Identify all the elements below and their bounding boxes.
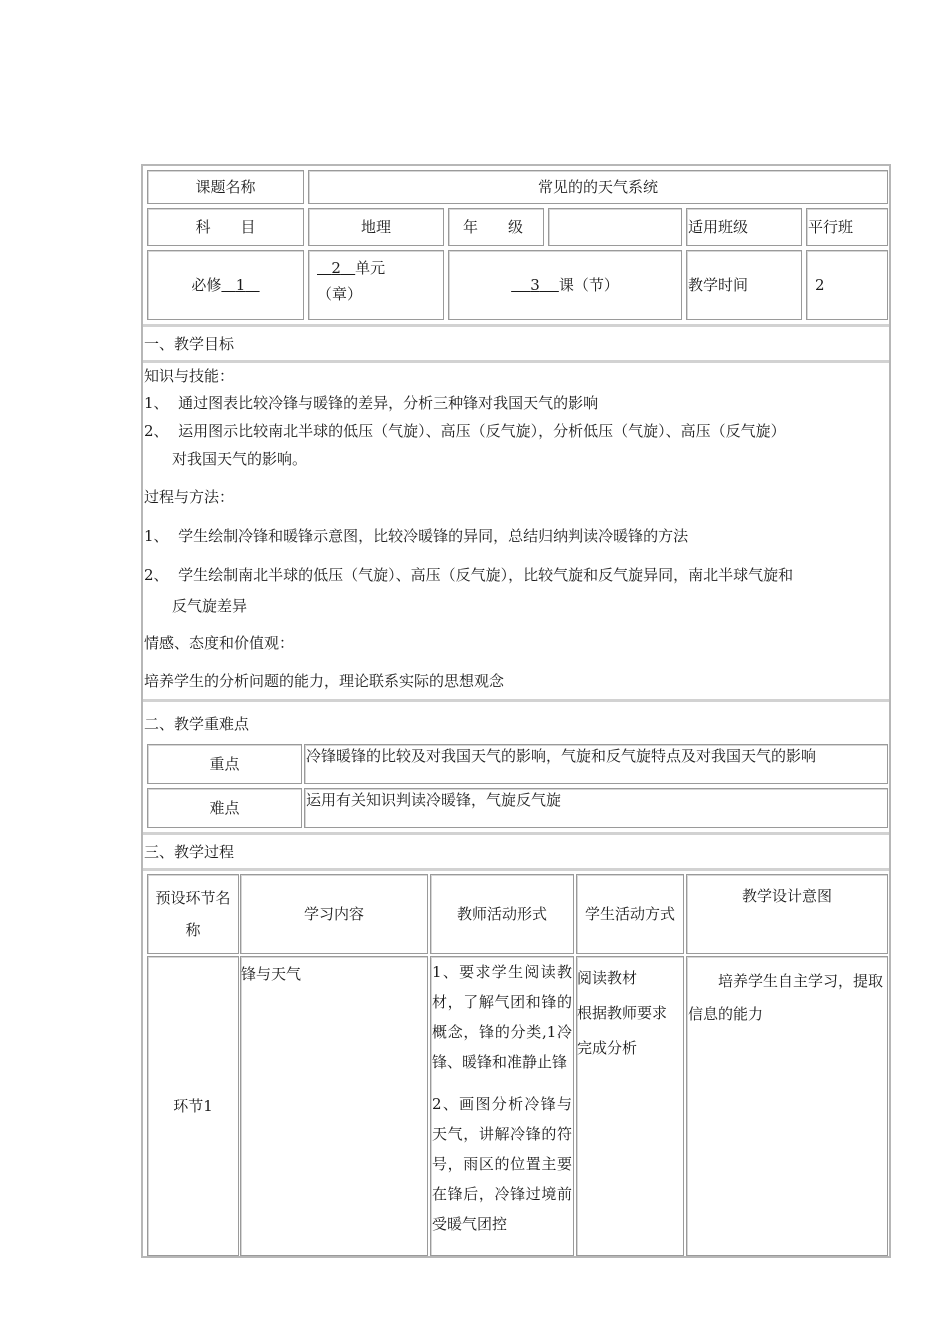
lesson-plan-table bbox=[141, 164, 891, 1258]
emotion-heading: 情感、态度和价值观： bbox=[144, 634, 295, 652]
stage-1-content-cell bbox=[240, 956, 428, 1256]
class-value: 平行班 bbox=[808, 218, 854, 236]
subject-label: 科 目 bbox=[195, 218, 256, 236]
topic-label: 课题名称 bbox=[195, 178, 256, 196]
stage-1-intent-cell bbox=[686, 956, 888, 1256]
teacher-activity-1: 1、要求学生阅读教材，了解气团和锋的概念，锋的分类,1冷锋、暖锋和准静止锋 bbox=[432, 963, 572, 1071]
col-header-content bbox=[240, 874, 428, 954]
section-divider bbox=[143, 868, 889, 871]
topic-value-cell bbox=[308, 170, 888, 204]
unit-number: 2 bbox=[331, 259, 341, 277]
key-point-label: 重点 bbox=[209, 755, 240, 773]
knowledge-item-1: 1、 通过图表比较冷锋与暖锋的差异，分析三种锋对我国天气的影响 bbox=[144, 394, 599, 412]
subject-value: 地理 bbox=[360, 218, 391, 236]
subject-value-cell bbox=[308, 208, 444, 246]
topic-value: 常见的的天气系统 bbox=[537, 178, 658, 196]
unit-chapter: （章） bbox=[317, 285, 363, 303]
section-divider bbox=[143, 699, 889, 702]
col-header-teacher bbox=[430, 874, 574, 954]
col-header-content-text: 学习内容 bbox=[303, 905, 364, 923]
section2-heading: 二、教学重难点 bbox=[144, 715, 250, 733]
stage-1-name-cell bbox=[147, 956, 239, 1256]
student-activity-line-1: 阅读教材 bbox=[577, 969, 638, 987]
stage-1-content: 锋与天气 bbox=[241, 965, 302, 983]
subject-label-cell bbox=[147, 208, 304, 246]
grade-value-cell bbox=[548, 208, 682, 246]
section-divider bbox=[143, 360, 889, 363]
grade-label-cell bbox=[448, 208, 544, 246]
class-value-cell bbox=[806, 208, 888, 246]
key-point-text: 冷锋暖锋的比较及对我国天气的影响，气旋和反气旋特点及对我国天气的影响 bbox=[306, 747, 817, 765]
section-divider bbox=[143, 324, 889, 327]
time-value: 2 bbox=[815, 276, 825, 294]
time-value-cell bbox=[806, 250, 888, 320]
difficulty-text-cell bbox=[304, 788, 888, 828]
difficulty-label: 难点 bbox=[209, 799, 240, 817]
col-header-teacher-text: 教师活动形式 bbox=[456, 905, 547, 923]
key-point-text-cell bbox=[304, 744, 888, 784]
stage-1-name: 环节1 bbox=[173, 1097, 213, 1115]
process-item-2-line-1: 2、 学生绘制南北半球的低压（气旋）、高压（反气旋），比较气旋和反气旋异同，南北半球气旋和 bbox=[144, 566, 794, 584]
col-header-intent-text: 教学设计意图 bbox=[741, 887, 832, 905]
knowledge-heading: 知识与技能： bbox=[144, 367, 235, 385]
process-item-1: 1、 学生绘制冷锋和暖锋示意图，比较冷暖锋的异同，总结归纳判读冷暖锋的方法 bbox=[144, 527, 689, 545]
class-label-cell bbox=[686, 208, 802, 246]
difficulty-label-cell bbox=[147, 788, 302, 828]
stage-1-teacher-cell bbox=[430, 956, 574, 1256]
stage-1-intent: 培养学生自主学习，提取信息的能力 bbox=[688, 972, 884, 1023]
emotion-text: 培养学生的分析问题的能力，理论联系实际的思想观念 bbox=[144, 672, 505, 690]
lesson-number: 3 bbox=[530, 276, 540, 294]
time-label: 教学时间 bbox=[688, 276, 749, 294]
difficulty-text: 运用有关知识判读冷暖锋，气旋反气旋 bbox=[306, 791, 562, 809]
grade-label: 年 级 bbox=[463, 218, 524, 236]
volume-cell bbox=[147, 250, 304, 320]
process-item-2-line-2: 反气旋差异 bbox=[172, 597, 248, 615]
class-label: 适用班级 bbox=[688, 218, 749, 236]
student-activity-line-3: 完成分析 bbox=[577, 1039, 638, 1057]
volume-number: 1 bbox=[235, 276, 246, 294]
lesson-cell bbox=[448, 250, 682, 320]
student-activity-line-2: 根据教师要求 bbox=[577, 1004, 668, 1022]
unit-suffix: 单元 bbox=[355, 259, 386, 277]
section-divider bbox=[143, 832, 889, 835]
topic-label-cell bbox=[147, 170, 304, 204]
lesson-suffix: 课（节） bbox=[558, 276, 619, 294]
key-point-label-cell bbox=[147, 744, 302, 784]
section1-heading: 一、教学目标 bbox=[144, 335, 235, 353]
col-header-stage bbox=[147, 874, 239, 954]
col-header-stage-text: 预设环节名称 bbox=[155, 889, 231, 939]
knowledge-item-2-line-2: 对我国天气的影响。 bbox=[172, 450, 308, 468]
process-heading: 过程与方法： bbox=[144, 488, 235, 506]
stage-1-student-cell bbox=[576, 956, 684, 1256]
col-header-student bbox=[576, 874, 684, 954]
col-header-intent bbox=[686, 874, 888, 954]
unit-cell bbox=[308, 250, 444, 320]
teacher-activity-2: 2、画图分析冷锋与天气，讲解冷锋的符号，雨区的位置主要在锋后，冷锋过境前受暖气团控 bbox=[432, 1095, 572, 1233]
col-header-student-text: 学生活动方式 bbox=[584, 905, 675, 923]
time-label-cell bbox=[686, 250, 802, 320]
knowledge-item-2-line-1: 2、 运用图示比较南北半球的低压（气旋）、高压（反气旋），分析低压（气旋）、高压（反气旋） bbox=[144, 422, 786, 440]
volume-prefix: 必修 bbox=[191, 276, 222, 294]
section3-heading: 三、教学过程 bbox=[144, 843, 235, 861]
